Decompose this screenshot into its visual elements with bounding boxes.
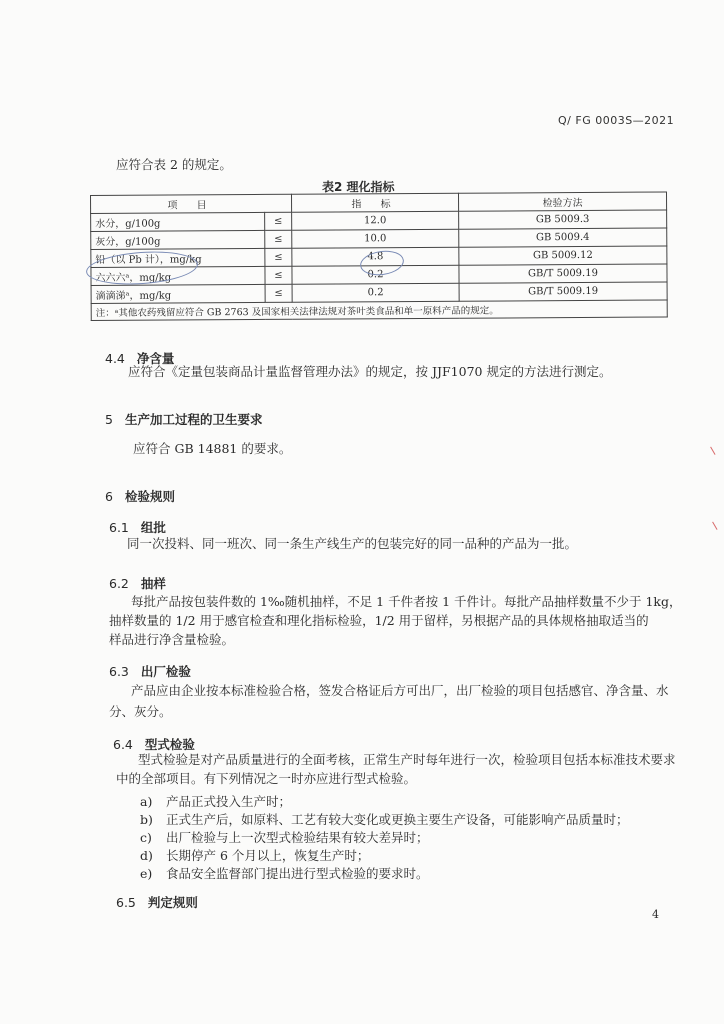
- row-method: GB 5009.3: [459, 210, 667, 229]
- row-sym: ≤: [265, 212, 292, 230]
- list-item: b) 正式生产后，如原料、工艺有较大变化或更换主要生产设备，可能影响产品质量时；: [140, 812, 629, 827]
- section-text: 应符合 GB 14881 的要求。: [133, 441, 292, 456]
- row-item: 铅（以 Pb 计），mg/kg: [91, 248, 265, 267]
- row-value: 0.2: [292, 283, 459, 302]
- row-item: 滴滴涕ᵃ，mg/kg: [91, 284, 265, 303]
- row-value: 4.8: [292, 247, 459, 266]
- row-method: GB 5009.4: [459, 228, 667, 247]
- section-heading: 6.3 出厂检验: [109, 664, 191, 679]
- section-heading: 6 检验规则: [105, 489, 175, 504]
- section-text: 中的全部项目。有下列情况之一时亦应进行型式检验。: [116, 771, 417, 786]
- section-text: 同一次投料、同一班次、同一条生产线生产的包装完好的同一品种的产品为一批。: [127, 536, 578, 551]
- row-sym: ≤: [265, 230, 292, 248]
- list-item: c) 出厂检验与上一次型式检验结果有较大差异时；: [140, 830, 429, 845]
- red-edge-mark: [712, 519, 722, 530]
- section-text: 分、灰分。: [109, 704, 172, 719]
- section-heading: 4.4 净含量: [105, 351, 175, 366]
- header-index: 指 标: [291, 193, 458, 212]
- row-value: 0.2: [292, 265, 459, 284]
- intro-line: 应符合表 2 的规定。: [116, 157, 232, 172]
- section-heading: 6.1 组批: [109, 520, 166, 535]
- section-text: 型式检验是对产品质量进行的全面考核，正常生产时每年进行一次，检验项目包括本标准技术要求: [138, 752, 676, 767]
- red-edge-mark: [710, 444, 720, 455]
- row-value: 12.0: [292, 211, 459, 230]
- header-item: 项 目: [91, 194, 292, 213]
- row-item: 灰分，g/100g: [91, 230, 265, 249]
- row-method: GB/T 5009.19: [459, 282, 667, 301]
- section-text: 抽样数量的 1/2 用于感官检查和理化指标检验，1/2 用于留样，另根据产品的具体规格抽取适当的: [109, 613, 649, 628]
- row-sym: ≤: [265, 284, 292, 302]
- section-heading: 6.4 型式检验: [113, 737, 195, 752]
- section-text: 产品应由企业按本标准检验合格，签发合格证后方可出厂，出厂检验的项目包括感官、净含量、水: [131, 683, 669, 698]
- row-sym: ≤: [265, 248, 292, 266]
- standard-number: Q/ FG 0003S—2021: [558, 114, 675, 127]
- row-method: GB 5009.12: [459, 246, 667, 265]
- section-heading: 5 生产加工过程的卫生要求: [105, 412, 263, 427]
- table-note: 注：ᵃ其他农药残留应符合 GB 2763 及国家相关法律法规对茶叶类食品和单一原料产品的规定。: [91, 300, 667, 321]
- row-value: 10.0: [292, 229, 459, 248]
- section-text: 每批产品按包装件数的 1‰随机抽样，不足 1 千件者按 1 千件计。每批产品抽样数量不少于 1kg，: [131, 594, 682, 609]
- list-item: a) 产品正式投入生产时；: [140, 794, 292, 809]
- section-text: 应符合《定量包装商品计量监督管理办法》的规定，按 JJF1070 规定的方法进行测定。: [128, 364, 612, 379]
- row-method: GB/T 5009.19: [459, 264, 667, 283]
- row-sym: ≤: [265, 266, 292, 284]
- list-item: e) 食品安全监督部门提出进行型式检验的要求时。: [140, 866, 429, 881]
- row-item: 水分，g/100g: [91, 212, 265, 231]
- section-heading: 6.5 判定规则: [116, 895, 198, 910]
- header-method: 检验方法: [458, 192, 666, 211]
- page-number: 4: [652, 908, 659, 921]
- list-item: d) 长期停产 6 个月以上，恢复生产时；: [140, 848, 370, 863]
- section-heading: 6.2 抽样: [109, 576, 166, 591]
- section-text: 样品进行净含量检验。: [109, 632, 235, 647]
- row-item: 六六六ᵃ，mg/kg: [91, 266, 265, 285]
- table-note-row: [91, 300, 667, 321]
- table-caption: 表2 理化指标: [322, 180, 395, 194]
